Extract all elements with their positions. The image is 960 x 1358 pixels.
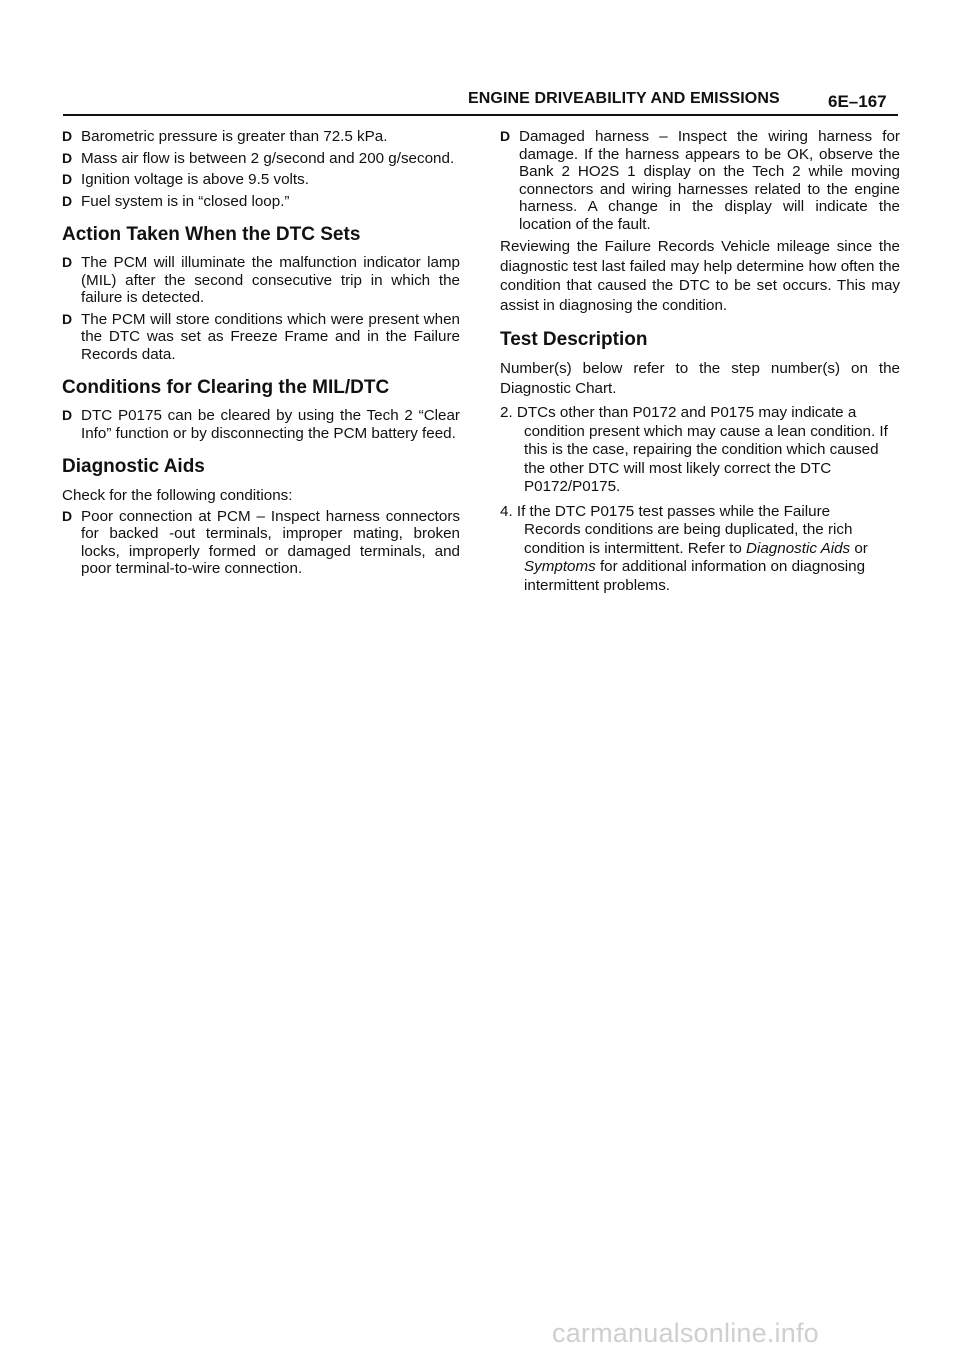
bullet-item: D Barometric pressure is greater than 72.5 kPa. xyxy=(62,128,388,145)
page-header xyxy=(458,88,898,118)
right-column xyxy=(500,128,900,595)
link-symptoms: Symptoms xyxy=(524,558,596,575)
bullet-icon: D xyxy=(62,192,73,209)
header-rule xyxy=(63,114,898,116)
page-number: 6E–167 xyxy=(828,92,887,111)
section-heading-clearing: Conditions for Clearing the MIL/DTC xyxy=(62,377,390,398)
watermark: carmanualsonline.info xyxy=(552,1318,819,1348)
bullet-item: D Mass air flow is between 2 g/second and 200 g/second. xyxy=(62,149,455,167)
intro-text: Check for the following conditions: xyxy=(62,487,293,504)
bullet-item: D Poor connection at PCM – Inspect harness connectors for backed -out terminals, improper mating, broken locks, improperly formed or damaged terminals, and poor terminal-to-wire connection. xyxy=(62,507,460,577)
link-diagnostic-aids: Diagnostic Aids xyxy=(746,539,851,557)
bullet-icon: D xyxy=(62,507,73,524)
section-heading-action: Action Taken When the DTC Sets xyxy=(62,224,361,245)
bullet-item: D The PCM will store conditions which were present when the DTC was set as Freeze Frame and in the Failure Records data. xyxy=(62,310,460,363)
bullet-item: D Ignition voltage is above 9.5 volts. xyxy=(62,171,309,188)
bullet-item: D Damaged harness – Inspect the wiring harness for damage. If the harness appears to be OK, observe the Bank 2 HO2S 1 display on the Tech 2 while moving connectors and wiring harnesses related to the engine harness. A change in the display will indicate the location of the fault. xyxy=(500,128,900,233)
bullet-icon: D xyxy=(62,128,73,144)
paragraph: Number(s) below refer to the step number(s) on the Diagnostic Chart. xyxy=(500,360,900,397)
bullet-icon: D xyxy=(62,310,73,327)
bullet-icon: D xyxy=(500,128,511,144)
paragraph: Reviewing the Failure Records Vehicle mileage since the diagnostic test last failed may help determine how often the condition that caused the DTC to be set occurs. This may assist in diagnosing the condition. xyxy=(500,238,900,314)
header-title: ENGINE DRIVEABILITY AND EMISSIONS xyxy=(468,90,780,107)
step-2: 2. DTCs other than P0172 and P0175 may indicate a condition present which may cause a lean condition. If this is the case, repairing the condition which caused the other DTC will most likely correct the DTC P0172/P0175. xyxy=(500,404,888,495)
bullet-item: D The PCM will illuminate the malfunction indicator lamp (MIL) after the second consecutive trip in which the failure is detected. xyxy=(62,254,460,306)
bullet-icon: D xyxy=(62,171,73,187)
section-heading-diagnostic-aids: Diagnostic Aids xyxy=(62,456,205,477)
left-column xyxy=(62,128,460,582)
bullet-icon: D xyxy=(62,149,73,166)
bullet-icon: D xyxy=(62,254,73,270)
bullet-item: D Fuel system is in “closed loop.” xyxy=(62,192,290,210)
bullet-icon: D xyxy=(62,407,73,423)
section-heading-test-description: Test Description xyxy=(500,329,648,350)
bullet-item: D DTC P0175 can be cleared by using the Tech 2 “Clear Info” function or by disconnecting the PCM battery feed. xyxy=(62,407,460,442)
step-4: 4. If the DTC P0175 test passes while the Failure Records conditions are being duplicated, the rich condition is intermittent. Refer to Diagnostic Aids or Symptoms for additional information on diagnosing intermittent problems. xyxy=(500,502,868,594)
